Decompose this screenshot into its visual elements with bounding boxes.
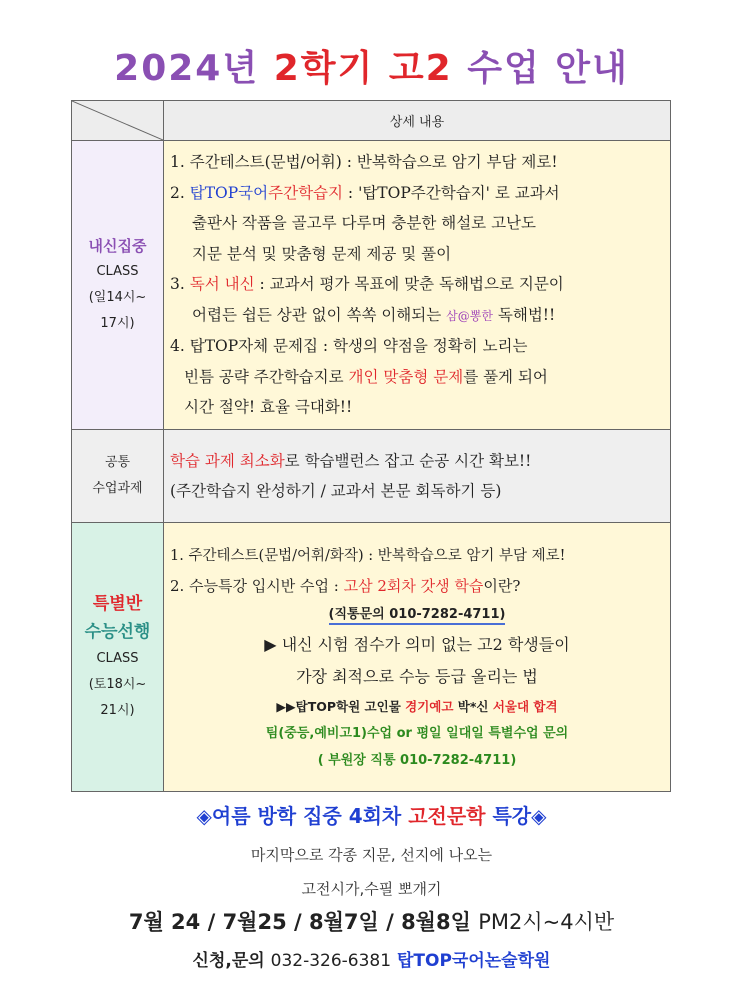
text-line: (주간학습지 완성하기 / 교과서 본문 회독하기 등) <box>170 481 502 500</box>
text-line: ▶ 내신 시험 점수가 의미 없는 고2 학생들이 <box>264 635 570 654</box>
side-time2: 21시) <box>100 702 135 718</box>
diagonal-header-cell <box>72 101 164 141</box>
content-cell-special <box>164 522 671 791</box>
side-time1: (토18시~ <box>88 676 147 692</box>
text-line: 학습 과제 최소화로 학습밸런스 잡고 순공 시간 확보!! <box>170 451 532 470</box>
content-cell-naesin <box>164 141 671 430</box>
contact-line: 신청,문의 032-326-6381 탑TOP국어논술학원 <box>192 951 551 971</box>
title-term: 2학기 고2 <box>273 48 453 89</box>
side-time1: (일14시~ <box>88 289 147 305</box>
side-title: 내신집중 <box>88 236 147 255</box>
text-line: 빈틈 공략 주간학습지로 개인 맞춤형 문제를 풀게 되어 <box>184 367 548 386</box>
content-cell-common <box>164 429 671 522</box>
title-year: 2024년 <box>114 48 260 89</box>
text-line: 4. 탑TOP자체 문제집 : 학생의 약점을 정확히 노리는 <box>170 337 528 355</box>
lecture-desc1: 마지막으로 각종 지문, 선지에 나오는 <box>250 846 493 864</box>
side-class: CLASS <box>96 650 139 666</box>
text-line: 어렵든 쉽든 상관 없이 쏙쏙 이해되는 삼@뽕한 독해법!! <box>192 305 556 324</box>
text-line: 3. 독서 내신 : 교과서 평가 목표에 맞춘 독해법으로 지문이 <box>170 275 564 293</box>
text-line: 2. 탑TOP국어주간학습지 : '탑TOP주간학습지' 로 교과서 <box>170 183 560 202</box>
special-lecture-title: ◈여름 방학 집중 4회차 고전문학 특강◈ <box>196 804 547 828</box>
side-common2: 수업과제 <box>92 480 143 496</box>
side-cell-naesin <box>72 141 164 430</box>
text-line: 1. 주간테스트(문법/어휘) : 반복학습으로 암기 부담 제로! <box>170 153 558 171</box>
side-class: CLASS <box>96 263 139 279</box>
table-row-naesin <box>72 141 671 430</box>
side-common1: 공통 <box>104 454 131 470</box>
text-line: 1. 주간테스트(문법/어휘/화작) : 반복학습으로 암기 부담 제로! <box>170 548 566 564</box>
text-line: 가장 최적으로 수능 등급 올리는 법 <box>296 667 538 686</box>
table-row-common <box>72 429 671 522</box>
text-line: 시간 절약! 효율 극대화!! <box>184 398 353 416</box>
header-label: 상세 내용 <box>164 101 671 141</box>
side-title: 특별반 <box>92 593 143 614</box>
lecture-dates: 7월 24 / 7월25 / 8월7일 / 8월8일 PM2시~4시반 <box>128 910 615 934</box>
diagonal-line <box>72 101 163 140</box>
lecture-desc2: 고전시가,수필 뽀개기 <box>301 880 442 898</box>
page-title <box>0 40 743 91</box>
text-line: ▶▶탑TOP학원 고인물 경기예고 박*신 서울대 합격 <box>276 699 558 714</box>
table-header-row <box>72 101 671 141</box>
side-cell-special <box>72 522 164 791</box>
title-rest: 수업 안내 <box>467 48 629 89</box>
table-row-special <box>72 522 671 791</box>
side-time2: 17시) <box>100 315 135 331</box>
side-cell-common <box>72 429 164 522</box>
text-line: 지문 분석 및 맞춤형 문제 제공 및 풀이 <box>192 244 452 263</box>
text-line: 출판사 작품을 골고루 다루며 충분한 해설로 고난도 <box>192 214 536 232</box>
side-title: 수능선행 <box>84 621 151 642</box>
text-line: 2. 수능특강 입시반 수업 : 고삼 2회차 갓생 학습이란? <box>170 577 521 595</box>
text-line: 팀(중등,예비고1)수업 or 평일 일대일 특별수업 문의 <box>265 726 569 741</box>
phone-line: (직통문의 010-7282-4711) <box>170 601 664 629</box>
text-line: ( 부원장 직통 010-7282-4711) <box>317 753 517 768</box>
schedule-table <box>71 100 671 792</box>
